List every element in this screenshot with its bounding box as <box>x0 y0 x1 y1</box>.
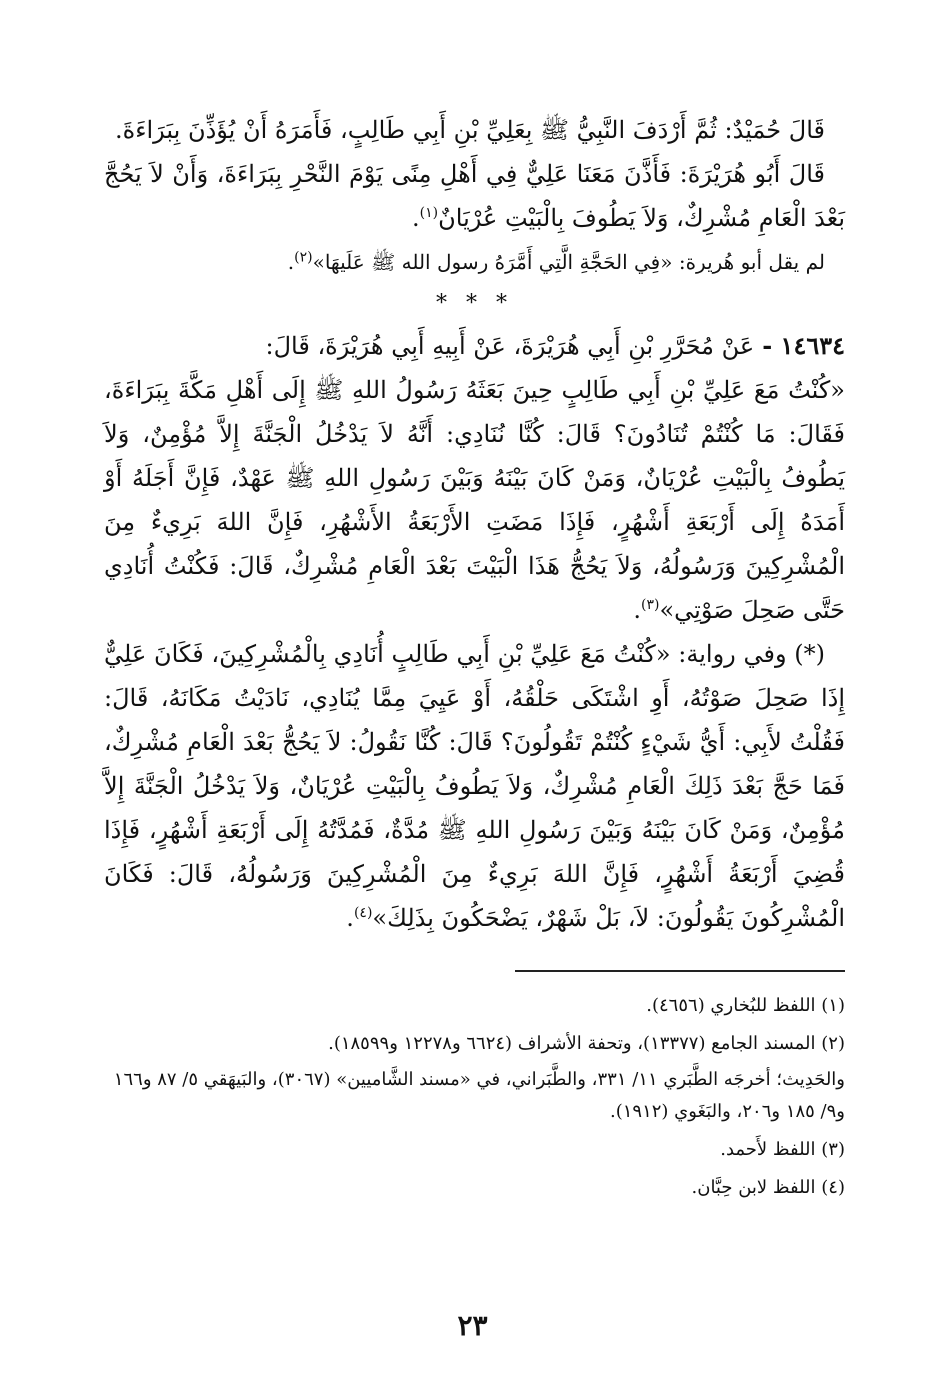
section-separator: * * * <box>436 291 513 316</box>
main-text <box>104 108 845 940</box>
footnote-2: (٢) المسند الجامع (١٣٣٧٧)، وتحفة الأشراف (٦٦٢٤ و١٢٢٧٨ و١٨٥٩٩). <box>328 1033 845 1054</box>
hadith-text <box>104 368 845 632</box>
paragraph-abu-hurayra-end: . <box>412 204 420 232</box>
paragraph-humaid <box>104 108 845 152</box>
footnote-ref-2: (٢) <box>294 249 313 266</box>
footnote-3: (٣) اللفظ لأَحمد. <box>720 1139 845 1160</box>
footnote-2-continued: والحَدِيث؛ أخرجَه الطَّبَري ١١/ ٣٣١، والطَّبَراني، في «مسند الشَّاميين» (٣٠٦٧)، والبَيهَقي ٥/ ٨٧ و١٦٦ و٩/ ١٨٥ و٢٠٦، والبَغَوي (١٩١٢). <box>113 1069 845 1122</box>
footnote-ref-3: (٣) <box>641 597 660 613</box>
paragraph-note <box>104 242 845 282</box>
riwaya-text: (*) وفي رواية: «كُنْتُ مَعَ عَلِيِّ بْنِ أَبِي طَالِبٍ أُنَادِي بِالْمُشْرِكِينَ، فَكَانَ عَلِيٌّ إِذَا صَحِلَ صَوْتُهُ، أَوِ اشْتَكَى حَلْقُهُ، أَوْ عَيِيَ مِمَّا يُنَادِي، نَادَيْتُ مَكَانَهُ، قَالَ: فَقُلْتُ لأَبِي: أَيُّ شَيْءٍ كُنْتُمْ تَقُولُونَ؟ قَالَ: كُنَّا نَقُولُ: لاَ يَحُجُّ بَعْدَ الْعَامِ مُشْرِكٌ، فَمَا حَجَّ بَعْدَ ذَلِكَ الْعَامِ مُشْرِكٌ، وَلاَ يَطُوفُ بِالْبَيْتِ عُرْيَانٌ، وَلاَ يَدْخُلُ الْجَنَّةَ إِلاَّ مُؤْمِنٌ، وَمَنْ كَانَ بَيْنَهُ وَبَيْنَ رَسُولِ اللهِ ﷺ مُدَّةٌ، فَمُدَّتُهُ إِلَى أَرْبَعَةِ أَشْهُرٍ، فَإِذَا قُضِيَ أَرْبَعَةُ أَشْهُرٍ، فَإِنَّ اللهَ بَرِيءٌ مِنَ الْمُشْرِكِينَ وَرَسُولُهُ، قَالَ: فَكَانَ الْمُشْرِكُونَ يَقُولُونَ: لاَ، بَلْ شَهْرٌ، يَضْحَكُونَ بِذَلِكَ» <box>104 640 846 932</box>
footnote-divider <box>515 970 845 972</box>
book-page <box>104 108 845 1346</box>
footnotes <box>104 990 845 1204</box>
paragraph-note-end: . <box>287 250 295 274</box>
hadith-text-end: . <box>633 596 641 624</box>
footnote-ref-4: (٤) <box>353 905 373 921</box>
paragraph-abu-hurayra <box>104 152 845 240</box>
hadith-isnad: عَنْ مُحَرَّرِ بْنِ أَبِي هُرَيْرَةَ، عَنْ أَبِيهِ أَبِي هُرَيْرَةَ، قَالَ: <box>265 332 755 360</box>
riwaya-paragraph <box>104 632 845 940</box>
footnote-ref-1: (١) <box>419 205 439 221</box>
footnote-1: (١) اللفظ للبُخاري (٤٦٥٦). <box>646 995 845 1016</box>
page-number: ٢٣ <box>457 1309 488 1342</box>
footnote-4: (٤) اللفظ لابن حِبَّان. <box>691 1177 845 1198</box>
riwaya-end: . <box>346 904 354 932</box>
paragraph-note-text: لم يقل أبو هُريرة: «فِي الحَجَّةِ الَّتِي أَمَّرَهُ رسول الله ﷺ عَلَيهَا» <box>312 250 825 274</box>
paragraph-abu-hurayra-text: قَالَ أَبُو هُرَيْرَةَ: فَأَذَّنَ مَعَنَا عَلِيٌّ فِي أَهْلِ مِنًى يَوْمَ النَّحْرِ بِبَرَاءَةَ، وَأَنْ لاَ يَحُجَّ بَعْدَ الْعَامِ مُشْرِكٌ، وَلاَ يَطُوفَ بِالْبَيْتِ عُرْيَانٌ <box>104 160 845 232</box>
hadith-number: ١٤٦٣٤ - <box>762 331 845 360</box>
hadith-text-body: «كُنْتُ مَعَ عَلِيِّ بْنِ أَبِي طَالِبٍ حِينَ بَعَثَهُ رَسُولُ اللهِ ﷺ إِلَى أَهْلِ مَكَّةَ بِبَرَاءَةَ، فَقَالَ: مَا كُنْتُمْ تُنَادُونَ؟ قَالَ: كُنَّا نُنَادِي: أَنَّهُ لاَ يَدْخُلُ الْجَنَّةَ إِلاَّ مُؤْمِنٌ، وَلاَ يَطُوفُ بِالْبَيْتِ عُرْيَانٌ، وَمَنْ كَانَ بَيْنَهُ وَبَيْنَ رَسُولِ اللهِ ﷺ عَهْدٌ، فَإِنَّ أَجَلَهُ أَوْ أَمَدَهُ إِلَى أَرْبَعَةِ أَشْهُرٍ، فَإِذَا مَضَتِ الأَرْبَعَةُ الأَشْهُرِ، فَإِنَّ اللهَ بَرِيءٌ مِنَ الْمُشْرِكِينَ وَرَسُولُهُ، وَلاَ يَحُجُّ هَذَا الْبَيْتَ بَعْدَ الْعَامِ مُشْرِكٌ، قَالَ: فَكُنْتُ أُنَادِي حَتَّى صَحِلَ صَوْتِي» <box>104 376 845 624</box>
paragraph-humaid-text: قَالَ حُمَيْدٌ: ثُمَّ أَرْدَفَ النَّبِيُّ ﷺ بِعَلِيِّ بْنِ أَبِي طَالِبٍ، فَأَمَرَهُ أَنْ يُؤَذِّنَ بِبَرَاءَةَ. <box>115 116 825 144</box>
hadith-heading <box>104 324 845 368</box>
